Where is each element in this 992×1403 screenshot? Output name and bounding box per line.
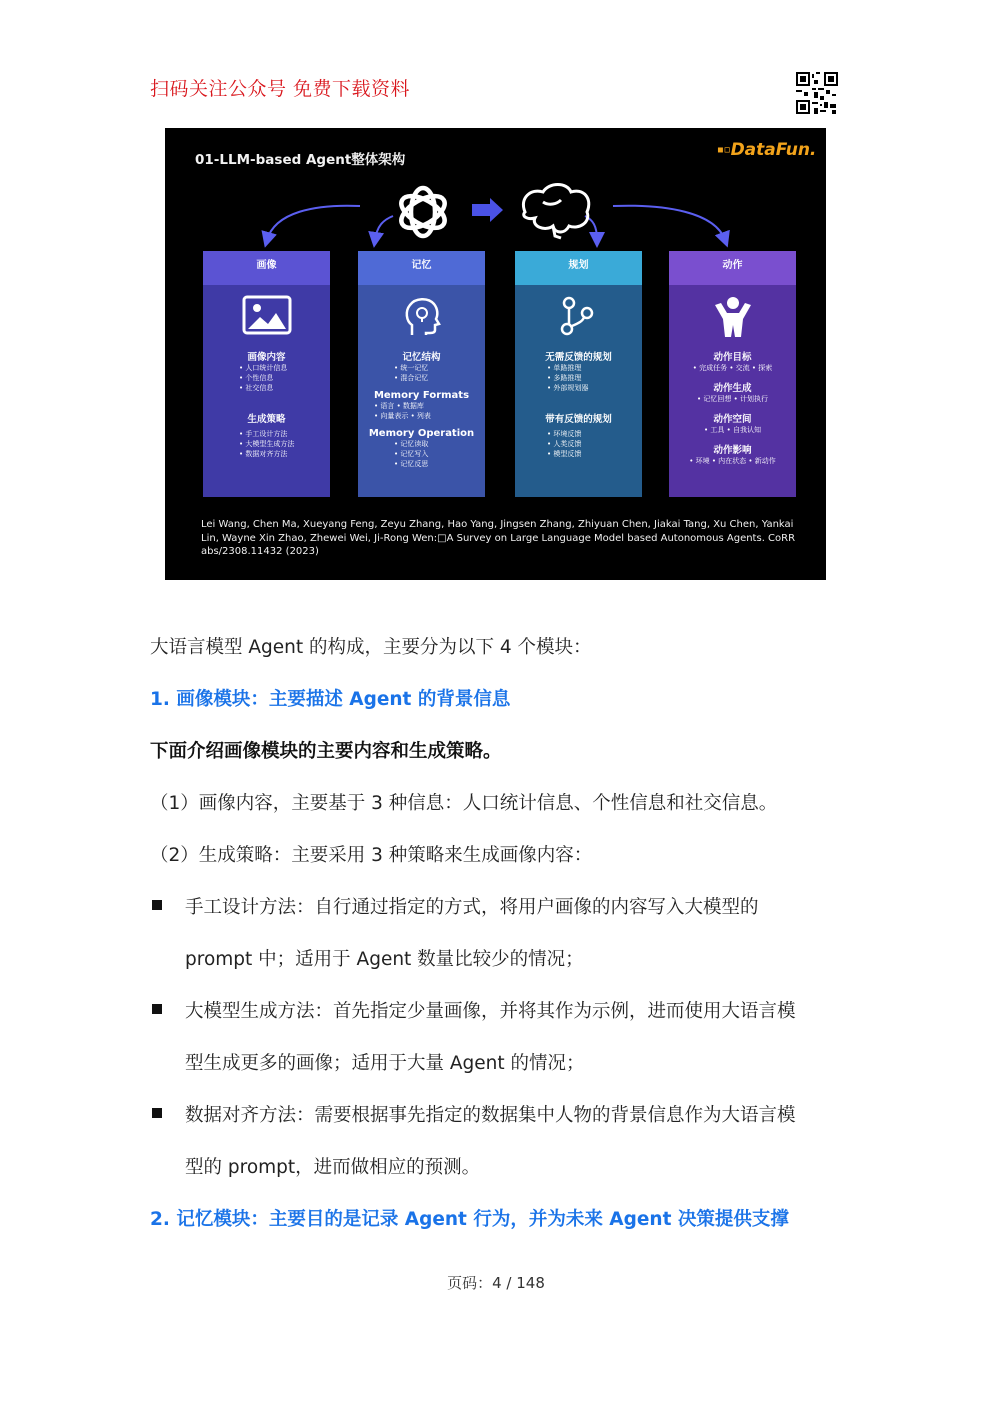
intro-paragraph: 大语言模型 Agent 的构成，主要分为以下 4 个模块：	[150, 637, 592, 658]
bullet-square-icon	[152, 1004, 162, 1014]
section-title: 无需反馈的规划	[545, 352, 612, 363]
arrow-left-inner	[375, 216, 393, 240]
inline-list: • 环境 • 内在状态 • 新动作	[689, 457, 776, 465]
datafun-dots-icon: ▪▫	[717, 144, 731, 156]
person-cheer-icon	[669, 295, 796, 339]
list-item: • 人类反馈	[547, 440, 582, 448]
list-item: • 记忆写入	[394, 450, 429, 458]
bold-subheading: 下面介绍画像模块的主要内容和生成策略。	[150, 741, 502, 762]
bullet-3-line-2: 型的 prompt，进而做相应的预测。	[185, 1157, 481, 1178]
qr-code-icon	[796, 72, 838, 114]
section-title: 动作生成	[713, 383, 752, 394]
bullet-3-line-1: 数据对齐方法：需要根据事先指定的数据集中人物的背景信息作为大语言模	[185, 1105, 796, 1126]
section-heading-2: 2. 记忆模块：主要目的是记录 Agent 行为，并为未来 Agent 决策提供支撑	[150, 1209, 789, 1230]
bullet-1-line-1: 手工设计方法：自行通过指定的方式，将用户画像的内容写入大模型的	[185, 897, 759, 918]
list-item: • 人口统计信息	[239, 364, 288, 372]
bullet-2-line-1: 大模型生成方法：首先指定少量画像，并将其作为示例，进而使用大语言模	[185, 1001, 796, 1022]
paragraph-profile-content: （1）画像内容，主要基于 3 种信息：人口统计信息、个性信息和社交信息。	[150, 793, 778, 814]
section-title: 生成策略	[247, 414, 286, 425]
card-head: 动作	[669, 251, 796, 285]
section-title: Memory Formats	[373, 390, 470, 401]
page-number: 页码：4 / 148	[447, 1274, 545, 1292]
list-item: • 多路推理	[547, 374, 582, 382]
card-memory	[358, 251, 485, 497]
section-title: 记忆结构	[402, 352, 441, 363]
list-item: • 记忆读取	[394, 440, 429, 448]
list-item: • 记忆反思	[394, 460, 429, 468]
card-profile	[203, 251, 330, 497]
bullet-square-icon	[152, 900, 162, 910]
card-head: 记忆	[358, 251, 485, 285]
card-head: 规划	[515, 251, 642, 285]
header-promo-text: 扫码关注公众号 免费下载资料	[150, 78, 411, 100]
architecture-slide	[165, 128, 826, 580]
card-body	[521, 349, 636, 459]
brain-icon	[523, 185, 588, 239]
list-item: • 语言 • 数据库	[374, 402, 424, 410]
card-body	[675, 349, 790, 466]
section-title: 画像内容	[247, 352, 286, 363]
flow-nodes-icon	[515, 295, 642, 339]
head-bulb-icon	[358, 295, 485, 339]
paragraph-generation-strategy: （2）生成策略：主要采用 3 种策略来生成画像内容：	[150, 845, 593, 866]
card-body	[209, 349, 324, 459]
section-title: 动作影响	[713, 445, 752, 456]
card-action	[669, 251, 796, 497]
list-item: • 大模型生成方法	[239, 440, 295, 448]
section-title: 动作目标	[713, 352, 752, 363]
inline-list: • 工具 • 自我认知	[704, 426, 761, 434]
image-icon	[203, 295, 330, 339]
list-item: • 统一记忆	[394, 364, 429, 372]
inline-list: • 记忆回想 • 计划执行	[697, 395, 768, 403]
section-title: 动作空间	[713, 414, 752, 425]
slide-title: 01-LLM-based Agent整体架构	[195, 152, 406, 168]
brand-name: DataFun.	[730, 140, 817, 160]
arrow-center-icon	[472, 198, 503, 222]
list-item: • 向量表示 • 列表	[374, 412, 431, 420]
list-item: • 模型反馈	[547, 450, 582, 458]
section-heading-1: 1. 画像模块：主要描述 Agent 的背景信息	[150, 689, 511, 710]
datafun-logo	[717, 140, 816, 160]
section-title: Memory Operation	[368, 428, 475, 439]
list-item: • 个性信息	[239, 374, 274, 382]
section-title: 带有反馈的规划	[545, 414, 612, 425]
list-item: • 手工设计方法	[239, 430, 288, 438]
list-item: • 环境反馈	[547, 430, 582, 438]
bullet-2-line-2: 型生成更多的画像；适用于大量 Agent 的情况；	[185, 1053, 585, 1074]
list-item: • 单路推理	[547, 364, 582, 372]
bullet-1-line-2: prompt 中；适用于 Agent 数量比较少的情况；	[185, 949, 584, 970]
card-planning	[515, 251, 642, 497]
arrow-right-outer	[613, 206, 725, 240]
openai-logo-icon	[396, 188, 450, 236]
card-body	[364, 349, 479, 469]
list-item: • 混合记忆	[394, 374, 429, 382]
list-item: • 外部规划器	[547, 384, 589, 392]
card-head: 画像	[203, 251, 330, 285]
arrow-left-outer	[267, 206, 360, 240]
citation-text: Lei Wang, Chen Ma, Xueyang Feng, Zeyu Zhang, Hao Yang, Jingsen Zhang, Zhiyuan Chen, Jiakai Tang, Xu Chen, Yankai Lin, Wayne Xin Zhao, Zhewei Wei, Ji-Rong Wen:□A Survey on Large Language Model based Autonomous Agents. CoRR abs/2308.11432 (2023)	[201, 519, 796, 557]
inline-list: • 完成任务 • 交流 • 探索	[692, 364, 773, 372]
list-item: • 数据对齐方法	[239, 450, 288, 458]
bullet-square-icon	[152, 1108, 162, 1118]
list-item: • 社交信息	[239, 384, 274, 392]
